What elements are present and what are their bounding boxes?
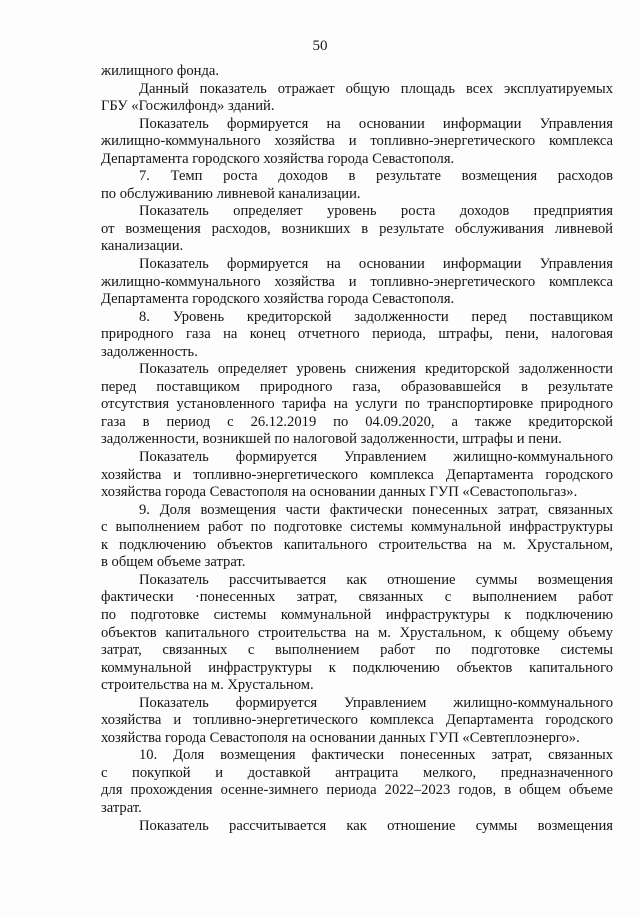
page-number: 50: [312, 38, 328, 54]
text-line: жилищно-коммунального хозяйства и топливно-энергетического комплекса: [101, 273, 613, 290]
text-line: Показатель формируется Управлением жилищно-коммунального: [139, 694, 613, 711]
paragraph: [101, 203, 613, 256]
text-line: Показатель формируется на основании информации Управления: [139, 115, 613, 132]
text-line: по подготовке системы коммунальной инфраструктуры к подключению: [101, 606, 613, 623]
text-line: в общем объеме затрат.: [101, 554, 246, 571]
text-line: перед поставщиком природного газа, образовавшейся в результате: [101, 378, 613, 395]
text-line: Показатель определяет уровень снижения кредиторской задолженности: [139, 361, 613, 378]
text-line: Показатель рассчитывается как отношение суммы возмещения: [139, 817, 613, 834]
text-line: задолженности, возникшей по налоговой задолженности, штрафы и пени.: [101, 431, 562, 448]
text-line: с выполнением работ по подготовке системы коммунальной инфраструктуры: [101, 519, 613, 536]
text-line: объектов капитального строительства на м. Хрустальном, к общему объему: [101, 624, 613, 641]
text-line: для прохождения осенне-зимнего периода 2022–2023 годов, в общем объеме: [101, 782, 613, 799]
text-line: затрат.: [101, 799, 142, 816]
text-line: хозяйства города Севастополя на основании данных ГУП «Севастопольгаз».: [101, 484, 578, 501]
text-line: Показатель формируется Управлением жилищно-коммунального: [139, 449, 613, 466]
text-line: 9. Доля возмещения части фактически понесенных затрат, связанных: [139, 501, 613, 518]
text-line: Департамента городского хозяйства города Севастополя.: [101, 150, 455, 167]
text-line: Департамента городского хозяйства города Севастополя.: [101, 291, 455, 308]
text-line: ГБУ «Госжилфонд» зданий.: [101, 98, 275, 115]
text-line: Показатель рассчитывается как отношение суммы возмещения: [139, 571, 613, 588]
text-line: Показатель формируется на основании информации Управления: [139, 256, 613, 273]
paragraph: [101, 81, 613, 116]
text-line: с покупкой и доставкой антрацита мелкого, предназначенного: [101, 764, 613, 781]
text-line: фактически ·понесенных затрат, связанных с выполнением работ: [101, 589, 613, 606]
text-line: жилищного фонда.: [101, 63, 220, 79]
paragraph: [101, 256, 613, 309]
paragraph: [101, 168, 613, 203]
paragraph: [101, 63, 613, 81]
text-line: Показатель определяет уровень роста доходов предприятия: [139, 203, 613, 220]
text-line: хозяйства города Севастополя на основании данных ГУП «Севтеплоэнерго».: [101, 729, 580, 746]
paragraph: [101, 361, 613, 449]
text-line: 8. Уровень кредиторской задолженности перед поставщиком: [139, 308, 613, 325]
paragraph: [101, 818, 613, 836]
text-line: от возмещения расходов, возникших в результате обслуживания ливневой: [101, 220, 613, 237]
text-line: по обслуживанию ливневой канализации.: [101, 185, 361, 202]
text-line: газа в период с 26.12.2019 по 04.09.2020, а также кредиторской: [101, 413, 613, 430]
text-line: канализации.: [101, 238, 184, 255]
text-line: природного газа на конец отчетного периода, штрафы, пени, налоговая: [101, 326, 613, 343]
paragraph: [101, 116, 613, 169]
text-line: к подключению объектов капитального строительства на м. Хрустальном,: [101, 536, 613, 553]
paragraph: [101, 502, 613, 572]
text-line: затрат, связанных с выполнением работ по подготовке системы: [101, 642, 613, 659]
paragraph: [101, 695, 613, 748]
text-line: отсутствия установленного тарифа на услуги по транспортировке природного: [101, 396, 613, 413]
text-line: Данный показатель отражает общую площадь всех эксплуатируемых: [139, 80, 613, 97]
text-line: хозяйства и топливно-энергетического комплекса Департамента городского: [101, 466, 613, 483]
text-line: жилищно-коммунального хозяйства и топливно-энергетического комплекса: [101, 133, 613, 150]
paragraph: [101, 449, 613, 502]
text-line: хозяйства и топливно-энергетического комплекса Департамента городского: [101, 712, 613, 729]
text-line: задолженность.: [101, 343, 198, 360]
document-body: [101, 63, 613, 835]
paragraph: [101, 747, 613, 817]
text-line: 10. Доля возмещения фактически понесенных затрат, связанных: [139, 747, 613, 764]
text-line: 7. Темп роста доходов в результате возмещения расходов: [139, 168, 613, 185]
text-line: строительства на м. Хрустальном.: [101, 677, 314, 694]
paragraph: [101, 309, 613, 362]
text-line: коммунальной инфраструктуры к подключению объектов капитального: [101, 659, 613, 676]
paragraph: [101, 572, 613, 695]
